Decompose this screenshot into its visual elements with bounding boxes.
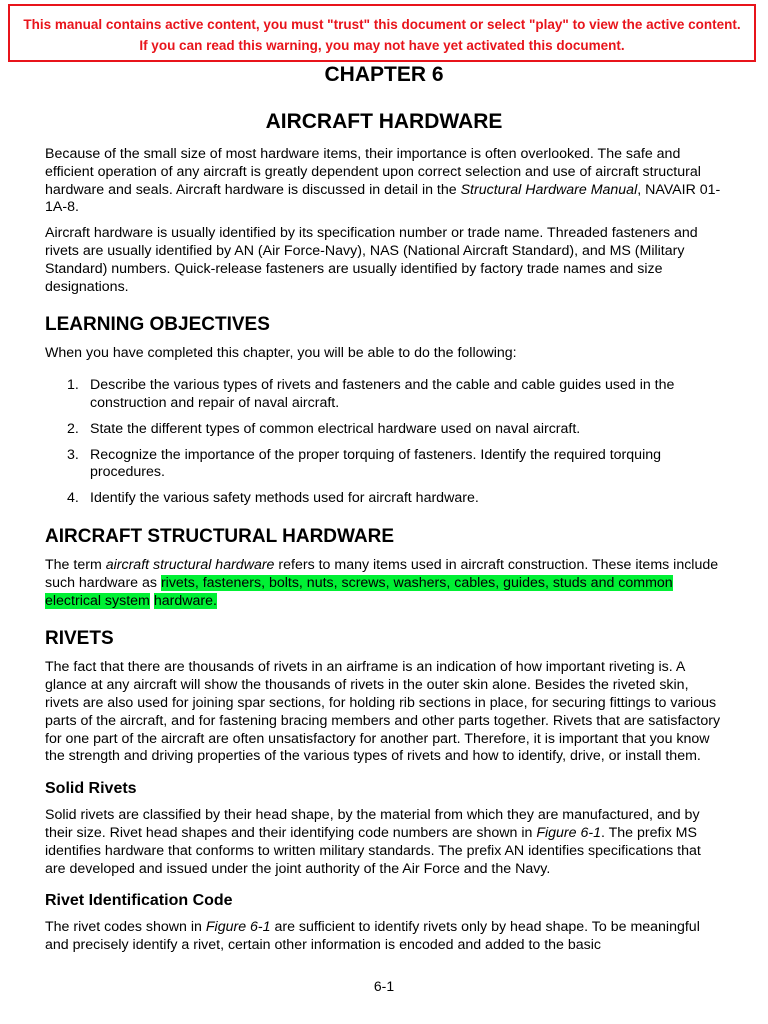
rivet-id-code-heading: Rivet Identification Code <box>45 892 233 910</box>
text-run: refers to many items used in aircraft construction. These items include such hardware as <box>45 556 719 591</box>
text-run: are sufficient to identify rivets only by head shape. To be meaningful and precisely identify a rivet, certain other information is encoded and added to the basic <box>45 919 700 954</box>
list-number: 2. <box>67 420 79 437</box>
intro-paragraph-2: Aircraft hardware is usually identified by its specification number or trade name. Threaded fasteners and rivets are usually identified by AN (Air Force-Navy), NAS (National Aircraft Standard), and MS (Military Standard) numbers. Quick-release fasteners are usually identified by factory trade names and size designations. <box>45 225 698 295</box>
chapter-title: CHAPTER 6 <box>324 63 444 86</box>
active-content-warning <box>8 4 756 62</box>
text-run: Because of the small size of most hardware items, their importance is often overlooked. The safe and efficient operation of any aircraft is greatly dependent upon correct selection and use of aircraft structural hardware and seals. Aircraft hardware is discussed in detail in the <box>45 146 701 198</box>
rivets-heading: RIVETS <box>45 628 114 650</box>
list-text: Describe the various types of rivets and fasteners and the cable and cable guides used in the construction and repair of naval aircraft. <box>90 377 675 411</box>
list-item <box>45 377 725 413</box>
italic-term: aircraft structural hardware <box>105 556 275 573</box>
structural-hardware-paragraph <box>45 557 725 610</box>
learning-objectives-intro: When you have completed this chapter, you will be able to do the following: <box>45 345 517 362</box>
figure-reference: Figure 6-1 <box>205 919 271 936</box>
solid-rivets-heading: Solid Rivets <box>45 780 137 798</box>
list-number: 1. <box>67 377 79 394</box>
intro-paragraph-1 <box>45 146 725 217</box>
list-text: Identify the various safety methods used for aircraft hardware. <box>90 490 479 507</box>
list-item <box>45 447 725 483</box>
list-item <box>45 421 725 439</box>
list-item <box>45 490 725 508</box>
page-number: 6-1 <box>373 978 395 994</box>
rivet-id-code-paragraph <box>45 919 725 955</box>
objectives-list <box>45 377 725 508</box>
list-text: Recognize the importance of the proper torquing of fasteners. Identify the required torquing procedures. <box>90 446 661 481</box>
document-body <box>45 146 725 963</box>
text-run: The rivet codes shown in <box>45 919 206 936</box>
list-text: State the different types of common electrical hardware used on naval aircraft. <box>90 420 581 437</box>
rivets-paragraph: The fact that there are thousands of rivets in an airframe is an indication of how important riveting is. A glance at any aircraft will show the thousands of rivets in the outer skin alone. Besides the riveted skin, rivets are also used for joining spar sections, for holding rib sections in place, for securing fittings to various parts of the aircraft, and for fastening bracing members and other parts together. Rivets that are satisfactory for one part of the aircraft are often unsatisfactory for another part. Therefore, it is important that you know the strength and driving properties of the various types of rivets and how to identify, drive, or install them. <box>45 659 721 765</box>
list-number: 3. <box>67 446 79 463</box>
manual-reference: Structural Hardware Manual <box>460 181 638 198</box>
list-number: 4. <box>67 490 79 507</box>
learning-objectives-heading: LEARNING OBJECTIVES <box>45 314 270 336</box>
solid-rivets-paragraph <box>45 807 725 878</box>
page-title: AIRCRAFT HARDWARE <box>265 110 503 133</box>
text-run: Solid rivets are classified by their head shape, by the material from which they are manufactured, and by their size. Rivet head shapes and their identifying code numbers are shown in <box>45 807 700 841</box>
text-run: The term <box>45 556 106 573</box>
warning-line-1: This manual contains active content, you must "trust" this document or select "play" to view the active content. <box>23 17 741 32</box>
text-run: , NAVAIR 01-1A-8. <box>45 181 721 216</box>
warning-line-2: If you can read this warning, you may not have yet activated this document. <box>139 38 625 53</box>
highlighted-text: hardware. <box>153 592 217 609</box>
highlighted-text: rivets, fasteners, bolts, nuts, screws, washers, cables, guides, studs and common electrical system <box>45 574 673 609</box>
text-run: . The prefix MS identifies hardware that conforms to written military standards. The prefix AN identifies specifications that are developed and issued under the joint authority of the Air Force and the Navy. <box>45 824 701 877</box>
figure-reference: Figure 6-1 <box>536 824 601 841</box>
structural-hardware-heading: AIRCRAFT STRUCTURAL HARDWARE <box>45 525 395 547</box>
